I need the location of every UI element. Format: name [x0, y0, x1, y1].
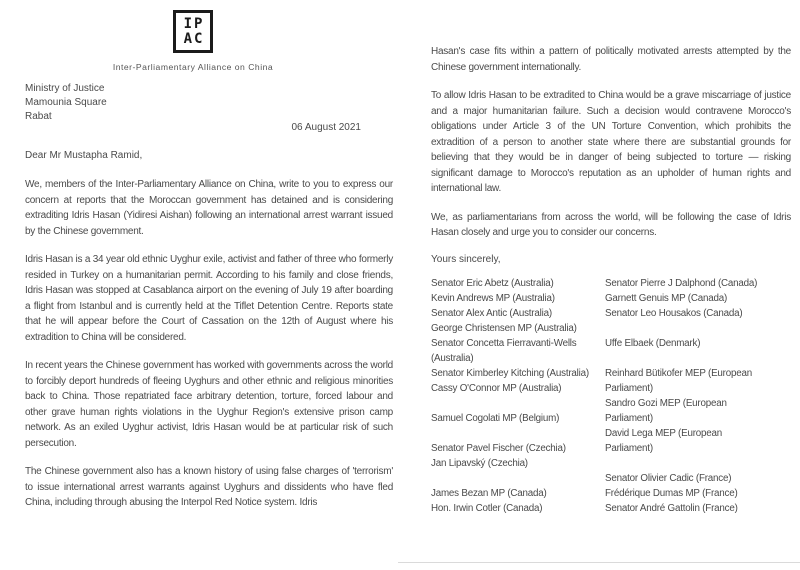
letter-paragraph: Hasan's case fits within a pattern of politically motivated arrests attempted by the Chinese government internationally. — [431, 46, 791, 73]
signatory: David Lega MEP (European — [605, 427, 723, 439]
signatory: Cassy O'Connor MP (Australia) — [431, 382, 562, 394]
recipient-line: Rabat — [25, 111, 52, 122]
signatory: Jan Lipavský (Czechia) — [431, 457, 528, 469]
signatory-gap — [431, 471, 605, 486]
letter-paragraph: Idris Hasan is a 34 year old ethnic Uyghur exile, activist and father of three who formerly resided in Turkey on a humanitarian permit. According to his family and close friends, Idris Hasan was stopped at Casablanca airport on the evening of July 19 after boarding a flight from Istanbul and is currently held at the Tiflet Detention Centre. Reports state that he will appear before the Court of Cassation on the 12th of August where his extradition to China will be considered. — [25, 254, 393, 343]
signatory: Uffe Elbaek (Denmark) — [605, 337, 701, 349]
closing: Yours sincerely, — [431, 253, 501, 265]
signatory: Sandro Gozi MEP (European — [605, 397, 727, 409]
ipac-logo-icon — [173, 10, 213, 53]
signatory-gap — [605, 321, 791, 336]
signatory: Senator Kimberley Kitching (Australia) — [431, 367, 589, 379]
signatory: Samuel Cogolati MP (Belgium) — [431, 412, 560, 424]
letter-date: 06 August 2021 — [291, 122, 361, 133]
signatory: (Australia) — [431, 352, 474, 364]
recipient-line: Ministry of Justice — [25, 83, 105, 94]
signatory: Senator Olivier Cadic (France) — [605, 472, 732, 484]
letter-body-page-1 — [25, 177, 393, 524]
signatory-list — [431, 276, 791, 516]
signatory-gap — [431, 426, 605, 441]
signatory: Senator André Gattolin (France) — [605, 502, 738, 514]
letter-body-page-2 — [431, 44, 791, 516]
signatory: Parliament) — [605, 442, 653, 454]
letter-paragraph: We, members of the Inter-Parliamentary Alliance on China, write to you to express our concern at reports that the Moroccan government has detained and is considering extraditing Idris Hasan (Yidiresi Aishan) following an international arrest warrant issued by the Chinese government. — [25, 179, 393, 237]
signatory-gap — [431, 396, 605, 411]
signatory: Senator Concetta Fierravanti-Wells — [431, 337, 577, 349]
letter-paragraph: We, as parliamentarians from across the world, will be following the case of Idris Hasan closely and urge you to consider our concerns. — [431, 211, 791, 238]
ipac-logo-top: IP — [183, 16, 205, 32]
page-edge — [398, 562, 800, 563]
signatory: Kevin Andrews MP (Australia) — [431, 292, 555, 304]
signatory-column-right — [605, 276, 791, 516]
letter-paragraph: To allow Idris Hasan to be extradited to China would be a grave miscarriage of justice and a major humanitarian failure. Such a decision would contravene Morocco's obligations under Article 3 of the UN Torture Convention, which prohibits the extradition of a person to another state where there are substantial grounds for believing that they would be in danger of being subjected to torture — risking significant damage to Morocco's reputation as an upholder of human rights and international law. — [431, 90, 791, 194]
signatory: James Bezan MP (Canada) — [431, 487, 547, 499]
signatory: Senator Alex Antic (Australia) — [431, 307, 552, 319]
salutation: Dear Mr Mustapha Ramid, — [25, 150, 143, 161]
signatory: Reinhard Bütikofer MEP (European — [605, 367, 752, 379]
signatory: Frédérique Dumas MP (France) — [605, 487, 738, 499]
recipient-line: Mamounia Square — [25, 97, 107, 108]
organization-name: Inter-Parliamentary Alliance on China — [112, 62, 274, 72]
signatory: George Christensen MP (Australia) — [431, 322, 577, 334]
letter-paragraph: In recent years the Chinese government has worked with governments across the world to forcibly deport hundreds of fleeing Uyghurs and other ethnic and religious minorities back to China. Those repatriated face arbitrary detention, torture, forced labour and other grave human rights violations in the Uyghur Region's extensive prison camp network. As an exiled Uyghur activist, Idris Hasan would be at particular risk of such persecution. — [25, 360, 393, 449]
signatory: Senator Eric Abetz (Australia) — [431, 277, 554, 289]
signatory: Senator Leo Housakos (Canada) — [605, 307, 743, 319]
signatory: Senator Pierre J Dalphond (Canada) — [605, 277, 758, 289]
letterhead — [25, 10, 361, 72]
letter-paragraph: The Chinese government also has a known history of using false charges of 'terrorism' to issue international arrest warrants against Uyghurs and dissidents who have fled China, including through abusing the Interpol Red Notice system. Idris — [25, 466, 393, 508]
signatory: Parliament) — [605, 412, 653, 424]
signatory: Hon. Irwin Cotler (Canada) — [431, 502, 543, 514]
signatory: Garnett Genuis MP (Canada) — [605, 292, 728, 304]
recipient-address — [25, 82, 107, 124]
signatory-gap — [605, 456, 791, 471]
ipac-logo-bottom: AC — [183, 31, 205, 47]
signatory-gap — [605, 351, 791, 366]
signatory-column-left — [431, 276, 605, 516]
signatory: Parliament) — [605, 382, 653, 394]
signatory: Senator Pavel Fischer (Czechia) — [431, 442, 566, 454]
